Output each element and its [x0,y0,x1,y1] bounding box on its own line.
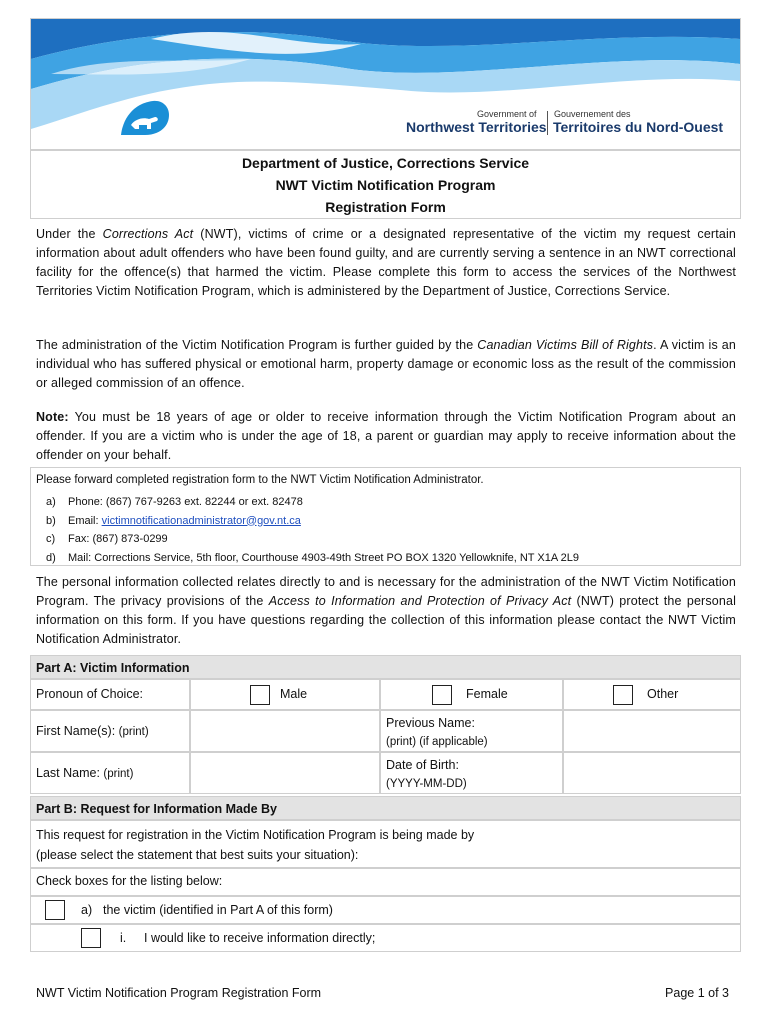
first-name-label: First Name(s): [36,724,116,738]
part-b-heading: Part B: Request for Information Made By [30,796,741,820]
pronoun-other-cell [563,679,741,710]
contact-intro: Please forward completed registration form to the NWT Victim Notification Administrator. [36,474,484,486]
option-i-letter: i. [120,931,127,945]
first-name-input[interactable] [190,710,380,752]
gov-en-name: Northwest Territories [406,119,547,135]
last-name-input[interactable] [190,752,380,794]
previous-name-hint: (print) (if applicable) [386,736,488,748]
polar-bear-icon [119,95,171,137]
option-i-text: I would like to receive information directly; [144,931,376,945]
last-name-label-cell [30,752,190,794]
option-i-checkbox[interactable] [81,928,101,948]
previous-name-input[interactable] [563,710,741,752]
other-label: Other [647,687,679,701]
check-intro-cell: Check boxes for the listing below: [30,868,741,896]
dob-label-cell [380,752,563,794]
contact-phone: a) Phone: (867) 767-9263 ext. 82244 or ext. 82478 [46,496,303,508]
contact-mail: d) Mail: Corrections Service, 5th floor, Courthouse 4903-49th Street PO BOX 1320 Yellowknife, NT X1A 2L9 [46,551,579,564]
male-checkbox[interactable] [250,685,270,705]
option-i-row [30,924,741,952]
gov-fr-small: Gouvernement des [554,109,631,119]
last-name-hint: (print) [103,768,134,780]
title-line-1: Department of Justice, Corrections Service [241,155,530,171]
last-name-label: Last Name: [36,766,100,780]
contact-fax: c) Fax: (867) 873-0299 [46,533,168,545]
pronoun-label: Pronoun of Choice: [30,679,190,710]
title-line-2: NWT Victim Notification Program [275,177,496,193]
option-a-checkbox[interactable] [45,900,65,920]
gov-fr-name: Territoires du Nord-Ouest [553,119,724,135]
privacy-paragraph: The personal information collected relates directly to and is necessary for the administration of the NWT Victim Notification Program. The privacy provisions of the Access to Information and Protection of Privacy Act (NWT) protect the personal information on this form. If you have questions regarding the collection of this information please contact the NWT Victim Notification Administrator. [36,575,737,646]
dob-input[interactable] [563,752,741,794]
previous-name-label-cell [380,710,563,752]
part-a-heading: Part A: Victim Information [30,655,741,679]
option-a-text: the victim (identified in Part A of this form) [103,903,333,917]
first-name-label-cell [30,710,190,752]
pronoun-male-cell [190,679,380,710]
previous-name-label: Previous Name: [386,716,475,730]
option-a-row [30,896,741,924]
dob-hint: (YYYY-MM-DD) [386,778,467,790]
dob-label: Date of Birth: [386,758,459,772]
female-label: Female [466,687,508,701]
footer-title: NWT Victim Notification Program Registration Form [36,986,322,1000]
header-banner [30,18,741,150]
pronoun-female-cell [380,679,563,710]
part-b-line-2: (please select the statement that best suits your situation): [36,848,359,862]
female-checkbox[interactable] [432,685,452,705]
page-number: Page 1 of 3 [665,986,729,1000]
contact-list [46,493,579,567]
gov-en-small: Government of [477,109,537,119]
option-a-letter: a) [81,903,93,917]
form-title [30,150,741,219]
contact-email: b) Email: victimnotificationadministrator@gov.nt.ca [46,514,301,527]
first-name-hint: (print) [118,726,149,738]
gov-divider [547,111,548,135]
male-label: Male [280,687,308,701]
email-link[interactable]: victimnotificationadministrator@gov.nt.ca [101,514,301,527]
part-b-line-1: This request for registration in the Victim Notification Program is being made by [36,828,475,842]
intro-paragraph-2: The administration of the Victim Notification Program is further guided by the Canadian Victims Bill of Rights. A victim is an individual who has suffered physical or emotional harm, property damage or economic loss as the result of the commission or alleged commission of an offence. [36,338,736,390]
age-note: Note: You must be 18 years of age or older to receive information through the Victim Notification Program about an offender. If you are a victim who is under the age of 18, a parent or guardian may apply to receive information about the offender on your behalf. [36,410,736,462]
intro-paragraph-1: Under the Corrections Act (NWT), victims of crime or a designated representative of the victim my request certain information about adult offenders who have been found guilty, and are currently serving a sentence in an NWT correctional facility for the offence(s) that harmed the victim. Please complete this form to access the services of the Northwest Territories Victim Notification Program, which is administered by the Department of Justice, Corrections Service. [36,227,737,298]
part-b-intro-cell [30,820,741,868]
other-checkbox[interactable] [613,685,633,705]
title-line-3: Registration Form [325,199,446,215]
